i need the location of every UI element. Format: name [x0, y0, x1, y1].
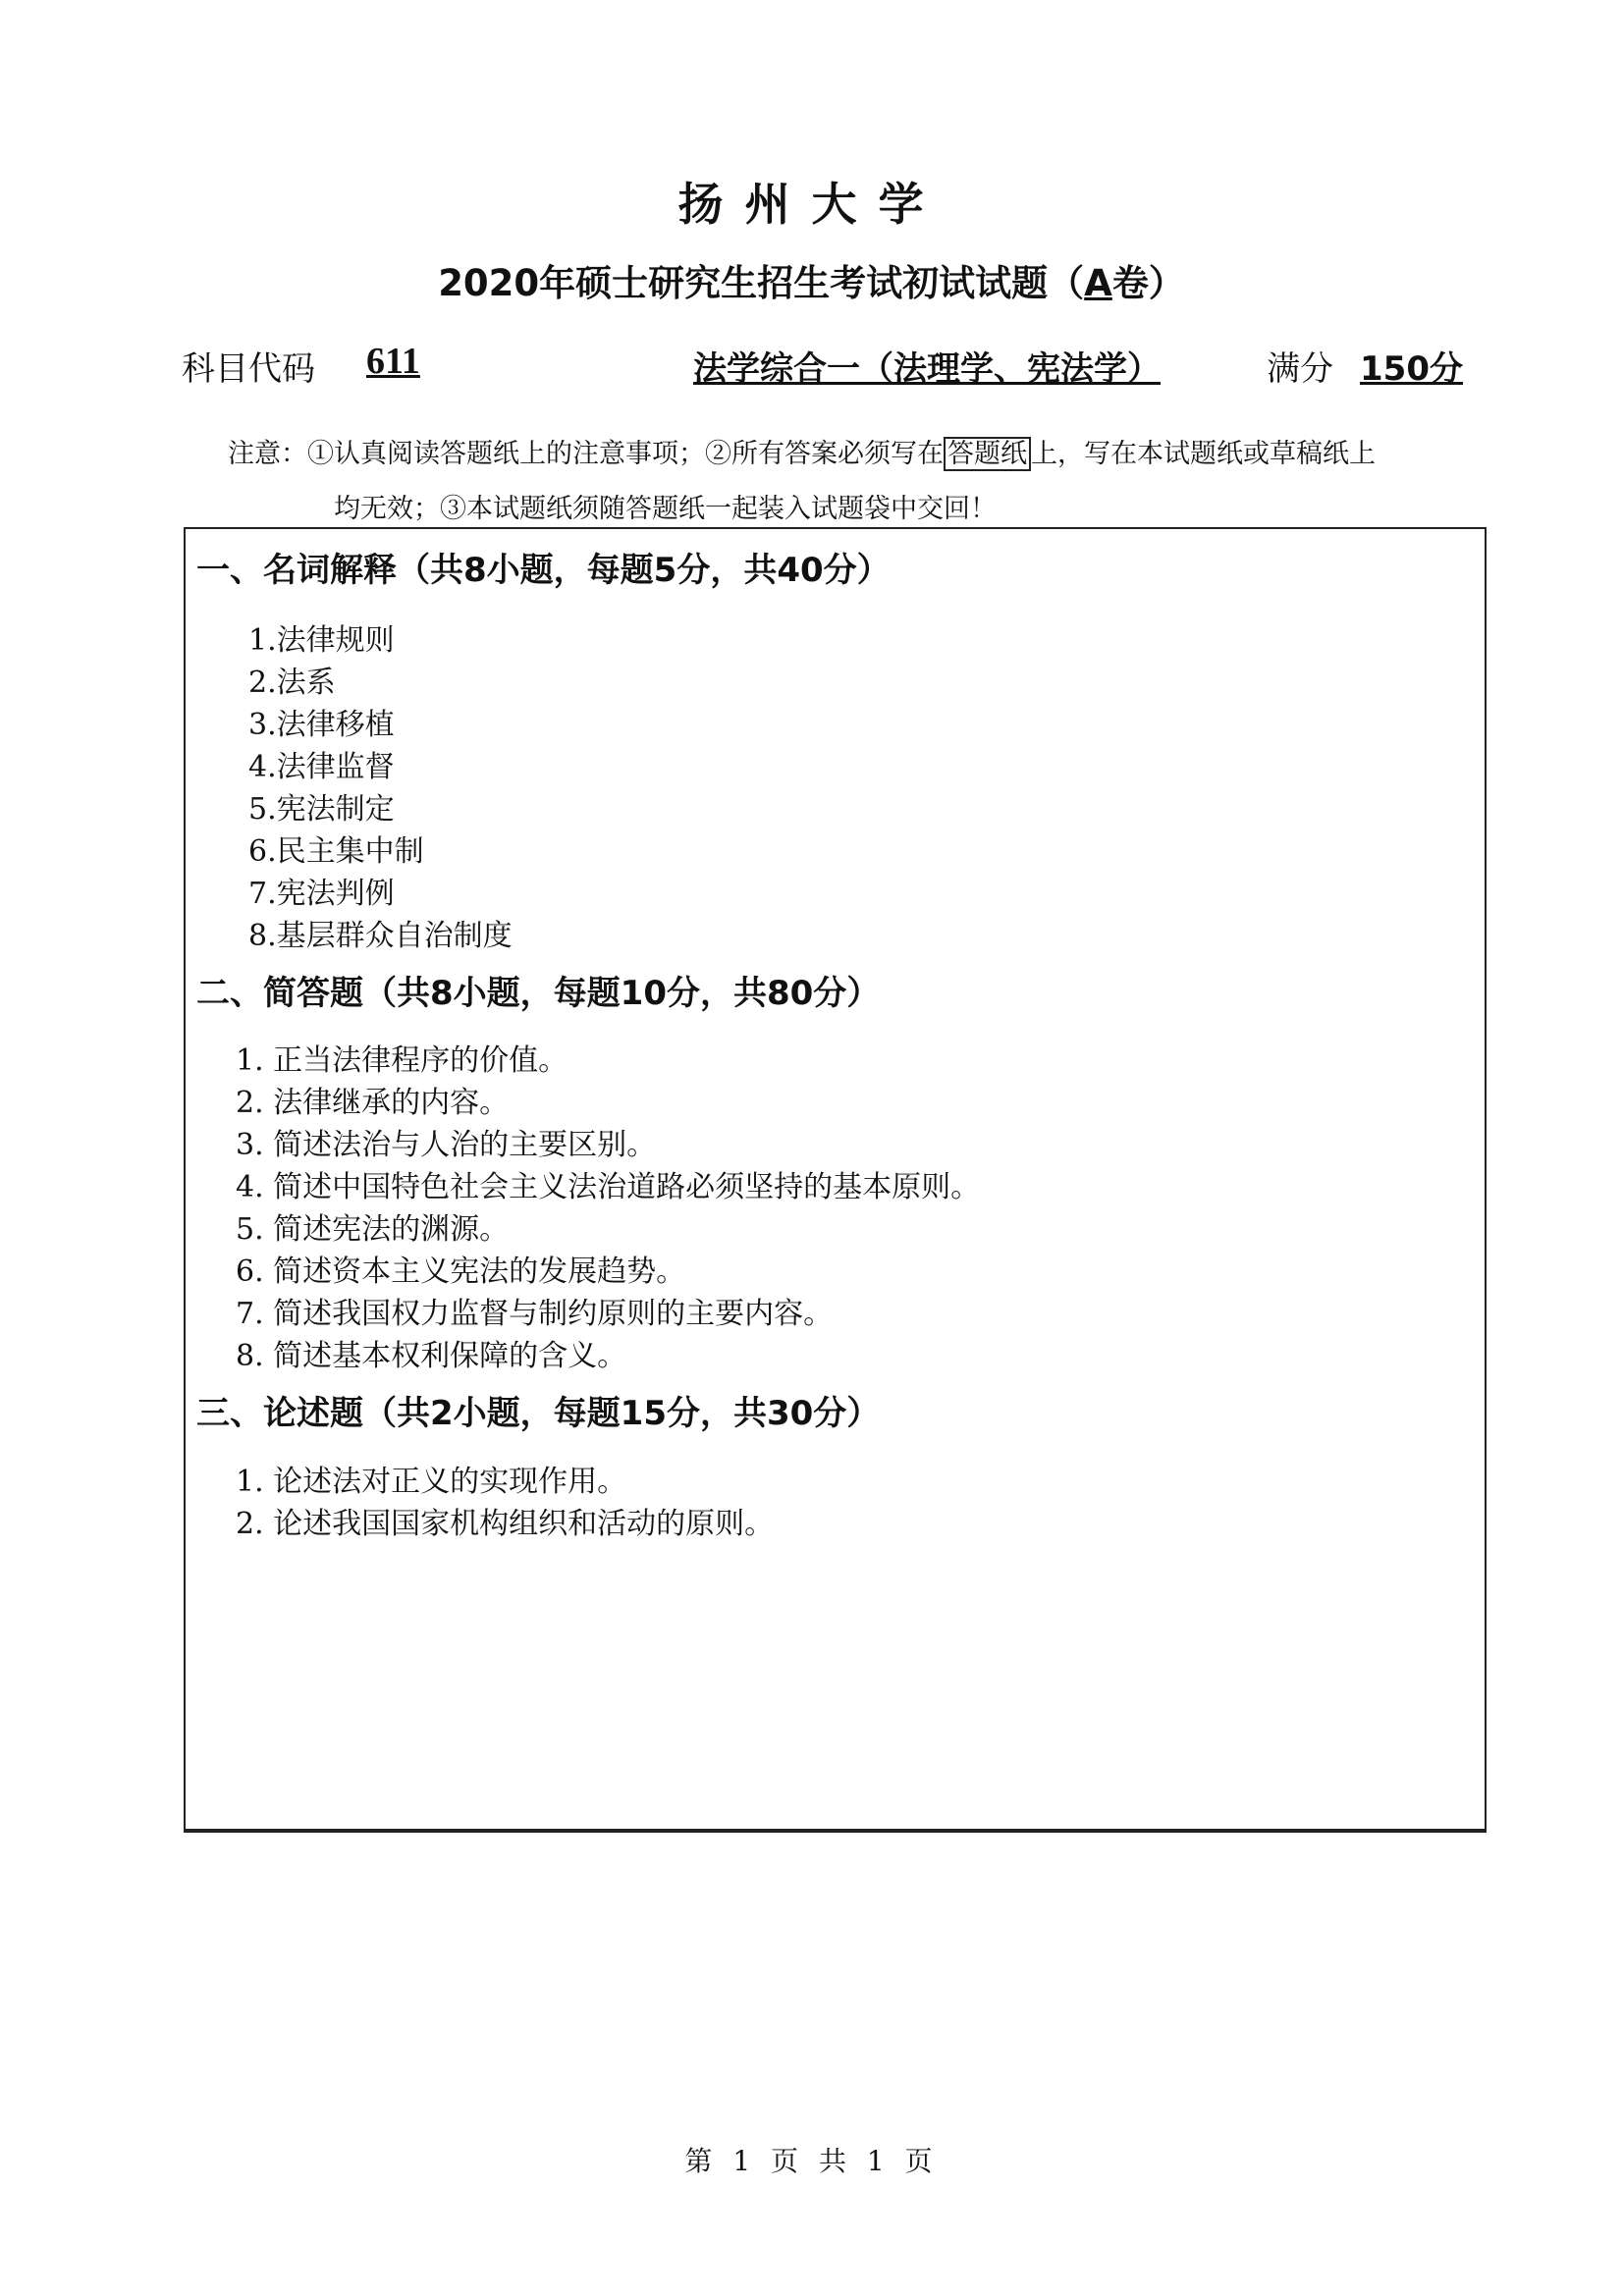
- exam-title-suffix: 卷）: [1111, 262, 1185, 304]
- list-item: 1. 正当法律程序的价值。: [236, 1043, 568, 1078]
- notice-line1-prefix: 注意：①认真阅读答题纸上的注意事项；②所有答案必须写在: [228, 439, 944, 469]
- list-item: 1.法律规则: [248, 623, 395, 658]
- notice-line1-suffix: 上，写在本试题纸或草稿纸上: [1031, 439, 1376, 469]
- section-heading-3: 三、论述题（共2小题，每题15分，共30分）: [196, 1394, 881, 1433]
- list-item: 6.民主集中制: [248, 834, 424, 869]
- list-item: 5. 简述宪法的渊源。: [236, 1212, 510, 1247]
- list-item: 2. 论述我国国家机构组织和活动的原则。: [236, 1507, 775, 1541]
- notice-boxed-answer-sheet: 答题纸: [944, 437, 1031, 471]
- section-heading-1: 一、名词解释（共8小题，每题5分，共40分）: [196, 551, 891, 590]
- notice-line-2: 均无效；③本试题纸须随答题纸一起装入试题袋中交回！: [334, 494, 997, 524]
- list-item: 7.宪法判例: [248, 877, 395, 911]
- subject-code-label: 科目代码: [182, 349, 315, 389]
- exam-title-prefix: 2020年硕士研究生招生考试初试试题（: [438, 262, 1085, 304]
- list-item: 8. 简述基本权利保障的含义。: [236, 1339, 627, 1373]
- full-score-label: 满分: [1267, 349, 1333, 389]
- list-item: 3. 简述法治与人治的主要区别。: [236, 1128, 657, 1162]
- university-name: 扬州大学: [677, 178, 946, 231]
- list-item: 4.法律监督: [248, 750, 395, 784]
- notice-line-1: [228, 432, 1376, 470]
- list-item: 3.法律移植: [248, 708, 395, 742]
- list-item: 4. 简述中国特色社会主义法治道路必须坚持的基本原则。: [236, 1170, 981, 1204]
- section-heading-2: 二、简答题（共8小题，每题10分，共80分）: [196, 974, 881, 1013]
- list-item: 2. 法律继承的内容。: [236, 1086, 510, 1120]
- subject-name: 法学综合一（法理学、宪法学）: [693, 349, 1161, 389]
- list-item: 2.法系: [248, 666, 336, 700]
- exam-paper-letter: A: [1084, 262, 1112, 304]
- page-number: 第 1 页 共 1 页: [684, 2145, 939, 2177]
- exam-title: [0, 253, 1623, 306]
- list-item: 8.基层群众自治制度: [248, 919, 513, 953]
- full-score-value: 150分: [1360, 349, 1463, 389]
- subject-code-value: 611: [366, 341, 420, 382]
- list-item: 1. 论述法对正义的实现作用。: [236, 1465, 627, 1499]
- list-item: 5.宪法制定: [248, 792, 395, 827]
- list-item: 6. 简述资本主义宪法的发展趋势。: [236, 1255, 686, 1289]
- list-item: 7. 简述我国权力监督与制约原则的主要内容。: [236, 1297, 834, 1331]
